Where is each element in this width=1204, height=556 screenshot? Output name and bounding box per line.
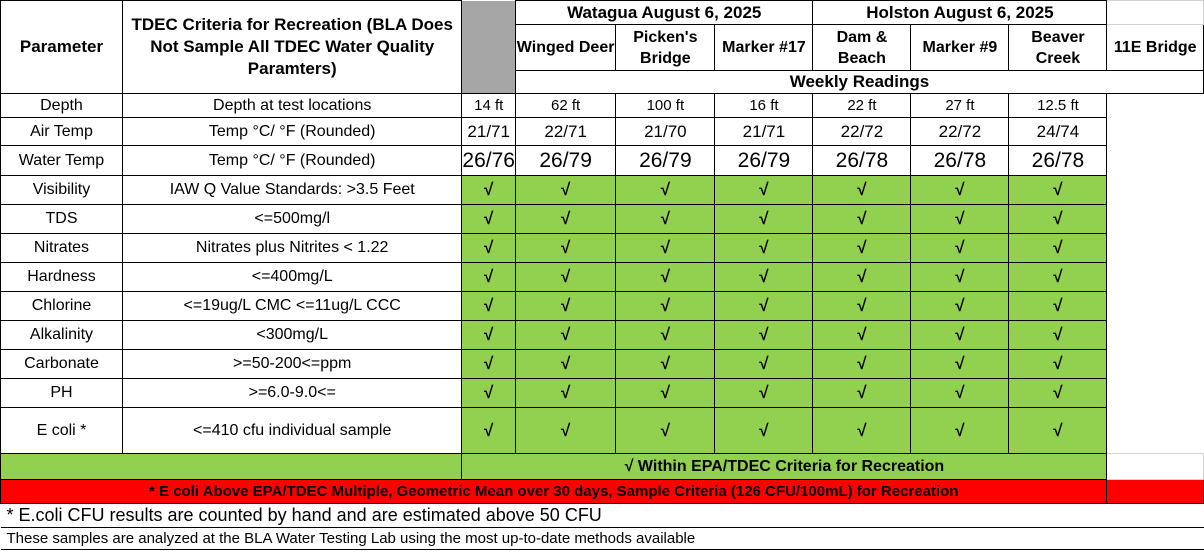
pass-check-cell: √ xyxy=(462,379,516,408)
site-header: Marker #9 xyxy=(911,25,1009,71)
parameter-header: Parameter xyxy=(1,1,123,94)
pass-check-cell: √ xyxy=(462,263,516,292)
reading-cell: 14 ft xyxy=(462,94,516,118)
pass-check-cell: √ xyxy=(813,379,911,408)
pass-check-cell: √ xyxy=(616,263,715,292)
parameter-cell: Air Temp xyxy=(1,118,123,146)
table-row xyxy=(1,350,1204,379)
site-header: Marker #17 xyxy=(715,25,813,71)
pass-check-cell: √ xyxy=(515,234,615,263)
site-header: Winged Deer xyxy=(515,25,615,71)
pass-check-cell: √ xyxy=(911,176,1009,205)
legend-left-cell xyxy=(1,454,462,480)
criteria-cell: >=50-200<=ppm xyxy=(122,350,461,379)
parameter-cell: Visibility xyxy=(1,176,123,205)
pass-check-cell: √ xyxy=(1009,263,1107,292)
pass-check-cell: √ xyxy=(911,234,1009,263)
criteria-cell: <=400mg/L xyxy=(122,263,461,292)
note-lab-methods: These samples are analyzed at the BLA Water Testing Lab using the most up-to-date methods available xyxy=(1,528,1204,550)
pass-check-cell: √ xyxy=(515,292,615,321)
criteria-cell: <=410 cfu individual sample xyxy=(122,408,461,454)
pass-check-cell: √ xyxy=(515,263,615,292)
table-row xyxy=(1,94,1204,118)
reading-cell: 16 ft xyxy=(715,94,813,118)
parameter-cell: Nitrates xyxy=(1,234,123,263)
pass-check-cell: √ xyxy=(1009,321,1107,350)
pass-check-cell: √ xyxy=(715,176,813,205)
criteria-cell: <300mg/L xyxy=(122,321,461,350)
blank-header-cell xyxy=(1107,1,1204,25)
criteria-cell: Temp °C/ °F (Rounded) xyxy=(122,118,461,146)
weekly-readings-header: Weekly Readings xyxy=(515,71,1203,94)
pass-check-cell: √ xyxy=(616,205,715,234)
pass-check-cell: √ xyxy=(1009,205,1107,234)
table-row xyxy=(1,292,1204,321)
parameter-cell: PH xyxy=(1,379,123,408)
pass-check-cell: √ xyxy=(616,292,715,321)
criteria-cell: >=6.0-9.0<= xyxy=(122,379,461,408)
pass-check-cell: √ xyxy=(813,176,911,205)
pass-check-cell: √ xyxy=(1009,379,1107,408)
reading-cell: 26/78 xyxy=(1009,146,1107,176)
pass-check-cell: √ xyxy=(813,321,911,350)
site-header: Beaver Creek xyxy=(1009,25,1107,71)
pass-check-cell: √ xyxy=(813,292,911,321)
reading-cell: 12.5 ft xyxy=(1009,94,1107,118)
pass-check-cell: √ xyxy=(515,176,615,205)
reading-cell: 26/78 xyxy=(911,146,1009,176)
pass-check-cell: √ xyxy=(1009,292,1107,321)
parameter-cell: Depth xyxy=(1,94,123,118)
group-holston-header: Holston August 6, 2025 xyxy=(813,1,1107,25)
note-ecoli-counting: * E.coli CFU results are counted by hand and are estimated above 50 CFU xyxy=(1,504,1204,528)
pass-check-cell: √ xyxy=(616,379,715,408)
criteria-cell: Nitrates plus Nitrites < 1.22 xyxy=(122,234,461,263)
reading-cell: 22/71 xyxy=(515,118,615,146)
pass-check-cell: √ xyxy=(715,205,813,234)
pass-check-cell: √ xyxy=(813,408,911,454)
reading-cell: 24/74 xyxy=(1009,118,1107,146)
pass-check-cell: √ xyxy=(1009,350,1107,379)
pass-check-cell: √ xyxy=(515,321,615,350)
table-row xyxy=(1,176,1204,205)
pass-check-cell: √ xyxy=(813,350,911,379)
pass-check-cell: √ xyxy=(462,234,516,263)
site-header: 11E Bridge xyxy=(1107,25,1204,71)
pass-check-cell: √ xyxy=(715,234,813,263)
group-watagua-header: Watagua August 6, 2025 xyxy=(515,1,812,25)
table-row xyxy=(1,379,1204,408)
pass-check-cell: √ xyxy=(616,234,715,263)
column-separator xyxy=(462,1,516,94)
pass-check-cell: √ xyxy=(715,379,813,408)
pass-check-cell: √ xyxy=(616,408,715,454)
reading-cell: 26/79 xyxy=(515,146,615,176)
parameter-cell: Water Temp xyxy=(1,146,123,176)
reading-cell: 21/71 xyxy=(462,118,516,146)
pass-check-cell: √ xyxy=(715,263,813,292)
reading-cell: 62 ft xyxy=(515,94,615,118)
table-row xyxy=(1,234,1204,263)
pass-check-cell: √ xyxy=(515,379,615,408)
pass-check-cell: √ xyxy=(1009,408,1107,454)
pass-check-cell: √ xyxy=(616,176,715,205)
pass-check-cell: √ xyxy=(515,205,615,234)
criteria-cell: IAW Q Value Standards: >3.5 Feet xyxy=(122,176,461,205)
pass-check-cell: √ xyxy=(616,321,715,350)
reading-cell: 22 ft xyxy=(813,94,911,118)
alert-end-cell xyxy=(1107,480,1204,504)
pass-check-cell: √ xyxy=(911,379,1009,408)
table-row xyxy=(1,146,1204,176)
pass-check-cell: √ xyxy=(715,408,813,454)
criteria-cell: Temp °C/ °F (Rounded) xyxy=(122,146,461,176)
parameter-cell: TDS xyxy=(1,205,123,234)
criteria-header: TDEC Criteria for Recreation (BLA Does Not Sample All TDEC Water Quality Paramters) xyxy=(122,1,461,94)
criteria-cell: <=19ug/L CMC <=11ug/L CCC xyxy=(122,292,461,321)
pass-check-cell: √ xyxy=(1009,176,1107,205)
pass-check-cell: √ xyxy=(911,205,1009,234)
pass-check-cell: √ xyxy=(715,350,813,379)
parameter-cell: Carbonate xyxy=(1,350,123,379)
parameter-cell: Chlorine xyxy=(1,292,123,321)
criteria-cell: Depth at test locations xyxy=(122,94,461,118)
pass-check-cell: √ xyxy=(1009,234,1107,263)
table-row xyxy=(1,263,1204,292)
reading-cell: 26/79 xyxy=(715,146,813,176)
table-row xyxy=(1,205,1204,234)
pass-check-cell: √ xyxy=(515,408,615,454)
pass-check-cell: √ xyxy=(911,408,1009,454)
parameter-cell: Hardness xyxy=(1,263,123,292)
site-header: Dam & Beach xyxy=(813,25,911,71)
pass-check-cell: √ xyxy=(616,350,715,379)
legend-within-criteria: √ Within EPA/TDEC Criteria for Recreation xyxy=(462,454,1107,480)
reading-cell: 100 ft xyxy=(616,94,715,118)
pass-check-cell: √ xyxy=(462,205,516,234)
site-header: Picken's Bridge xyxy=(616,25,715,71)
pass-check-cell: √ xyxy=(462,176,516,205)
pass-check-cell: √ xyxy=(462,321,516,350)
pass-check-cell: √ xyxy=(813,263,911,292)
pass-check-cell: √ xyxy=(911,263,1009,292)
pass-check-cell: √ xyxy=(911,350,1009,379)
table-row xyxy=(1,408,1204,454)
parameter-cell: E coli * xyxy=(1,408,123,454)
reading-cell: 26/79 xyxy=(616,146,715,176)
pass-check-cell: √ xyxy=(462,292,516,321)
pass-check-cell: √ xyxy=(813,205,911,234)
reading-cell: 22/72 xyxy=(911,118,1009,146)
pass-check-cell: √ xyxy=(462,350,516,379)
pass-check-cell: √ xyxy=(462,408,516,454)
table-row xyxy=(1,118,1204,146)
parameter-cell: Alkalinity xyxy=(1,321,123,350)
reading-cell: 26/76 xyxy=(462,146,516,176)
pass-check-cell: √ xyxy=(515,350,615,379)
pass-check-cell: √ xyxy=(911,321,1009,350)
table-row xyxy=(1,321,1204,350)
reading-cell: 21/70 xyxy=(616,118,715,146)
reading-cell: 27 ft xyxy=(911,94,1009,118)
pass-check-cell: √ xyxy=(813,234,911,263)
legend-ecoli-alert: * E coli Above EPA/TDEC Multiple, Geometric Mean over 30 days, Sample Criteria (126 CFU/100mL) for Recreation xyxy=(1,480,1107,504)
criteria-cell: <=500mg/l xyxy=(122,205,461,234)
reading-cell: 22/72 xyxy=(813,118,911,146)
pass-check-cell: √ xyxy=(715,321,813,350)
reading-cell: 21/71 xyxy=(715,118,813,146)
pass-check-cell: √ xyxy=(911,292,1009,321)
blank-legend-cell xyxy=(1107,454,1204,480)
reading-cell: 26/78 xyxy=(813,146,911,176)
pass-check-cell: √ xyxy=(715,292,813,321)
